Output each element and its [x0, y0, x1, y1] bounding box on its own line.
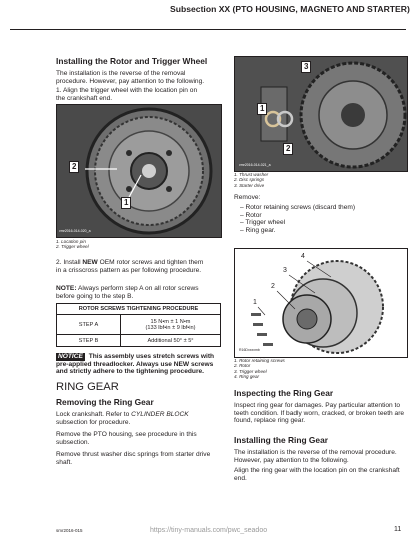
- legend-item: 2. Trigger wheel: [56, 244, 89, 250]
- section-heading-installing-rotor: Installing the Rotor and Trigger Wheel: [56, 56, 208, 66]
- notice-badge: NOTICE: [58, 353, 83, 360]
- intro-paragraph: The installation is the reverse of the removal procedure. However, pay attention to the following.: [56, 70, 205, 85]
- inspect-paragraph: Inspect ring gear for damages. Pay particular attention to teeth condition. If badly worn, cracked, or broken teeth are found, replace ring gear.: [234, 402, 405, 425]
- footer-url[interactable]: https://tiny-manuals.com/pwc_seadoo: [150, 527, 268, 534]
- engine-photo-illustration: [57, 105, 221, 237]
- cross-reference-link[interactable]: CYLINDER BLOCK: [131, 411, 189, 418]
- list-item: – Rotor: [240, 211, 262, 219]
- figure-legend-3: [234, 358, 285, 380]
- legend-item: 3. Starter drive: [234, 182, 265, 188]
- callout-3: 3: [301, 61, 311, 73]
- note-text: Always perform step A on all rotor screws before going to the step B.: [56, 285, 199, 300]
- inspecting-ring-gear-heading: Inspecting the Ring Gear: [234, 388, 334, 398]
- torque-table: [56, 303, 221, 347]
- callout-4: 4: [301, 253, 305, 260]
- table-cell-step: STEP B: [57, 335, 121, 347]
- removal-step-2: Remove the PTO housing, see procedure in this subsection.: [56, 431, 197, 446]
- table-title: ROTOR SCREWS TIGHTENING PROCEDURE: [57, 304, 221, 315]
- figure-legend-2: [234, 172, 268, 188]
- legend-item: 1. Location pin: [56, 239, 86, 244]
- note: [56, 285, 207, 300]
- header-rule: [10, 29, 406, 30]
- footer-doc-code: smr2016-015: [56, 528, 83, 533]
- figure-code: R16Dxxxxmb: [239, 348, 260, 352]
- figure-code: vmr2016-014-021_a: [239, 163, 271, 167]
- list-item: – Trigger wheel: [240, 219, 286, 227]
- step-1: 1. Align the trigger wheel with the location pin on the crankshaft end.: [56, 87, 198, 102]
- step-2-suffix: OEM rotor screws and tighten them in a crisscross pattern as per following procedure.: [56, 259, 204, 274]
- legend-item: 1. Rotor retaining screws: [234, 358, 285, 363]
- list-item: – Rotor retaining screws (discard them): [240, 204, 356, 211]
- callout-3: 3: [283, 267, 287, 274]
- callout-2: 2: [271, 283, 275, 290]
- legend-item: 4. Ring gear: [234, 374, 260, 380]
- callout-2: 2: [69, 161, 79, 173]
- value-line: (133 lbf•in ± 9 lbf•in): [145, 324, 196, 331]
- value-line: 15 N•m ± 1 N•m: [150, 318, 191, 325]
- ring-gear-heading: RING GEAR: [56, 381, 119, 393]
- step-2-new: NEW: [82, 259, 98, 266]
- remove-list: [240, 204, 406, 234]
- step-2: [56, 259, 207, 274]
- install-paragraph-2: Align the ring gear with the location pin on the crankshaft end.: [234, 467, 400, 482]
- figure-legend-1: [56, 239, 89, 250]
- figure-rotor-exploded: [234, 248, 408, 358]
- figure-rotor-trigger-wheel: [56, 104, 222, 238]
- legend-item: 1. Thrust washer: [234, 172, 269, 177]
- callout-1: 1: [257, 103, 267, 115]
- legend-item: 2. Disc springs: [234, 177, 265, 183]
- note-label: NOTE:: [56, 285, 77, 292]
- notice-text: This assembly uses stretch screws with pre-applied threadlocker. Always use NEW screws and strictly adhere to the tightening procedure.: [56, 353, 215, 376]
- page-number: 11: [394, 526, 402, 533]
- remove-label: Remove:: [234, 194, 261, 201]
- install-paragraph-1: The installation is the reverse of the removal procedure. However, pay attention to the following.: [234, 449, 397, 464]
- step-2-prefix: 2. Install: [56, 259, 83, 266]
- installing-ring-gear-heading: Installing the Ring Gear: [234, 435, 328, 445]
- page-header-title: Subsection XX (PTO HOUSING, MAGNETO AND STARTER): [170, 4, 410, 14]
- table-cell-value: [121, 315, 221, 335]
- table-cell-step: STEP A: [57, 315, 121, 335]
- list-item: – Ring gear.: [240, 226, 276, 234]
- callout-1: 1: [253, 299, 257, 306]
- figure-thrust-washer: [234, 56, 408, 172]
- table-row: [57, 315, 221, 335]
- callout-2: 2: [283, 143, 293, 155]
- removing-ring-gear-heading: Removing the Ring Gear: [56, 397, 154, 407]
- table-row: [57, 335, 221, 347]
- text: subsection for procedure.: [56, 418, 131, 426]
- exploded-view-illustration: [235, 249, 407, 357]
- table-cell-value: Additional 50° ± 5°: [121, 335, 221, 347]
- removal-step-1: [56, 411, 220, 426]
- text: Lock crankshaft. Refer to: [56, 411, 132, 418]
- figure-code: vmr2016-014-020_a: [59, 229, 91, 233]
- callout-1: 1: [121, 197, 131, 209]
- notice: [56, 353, 220, 376]
- removal-step-3: Remove thrust washer disc springs from starter drive shaft.: [56, 451, 211, 466]
- legend-item: 2. Rotor: [234, 363, 251, 369]
- legend-item: 3. Trigger wheel: [234, 368, 267, 374]
